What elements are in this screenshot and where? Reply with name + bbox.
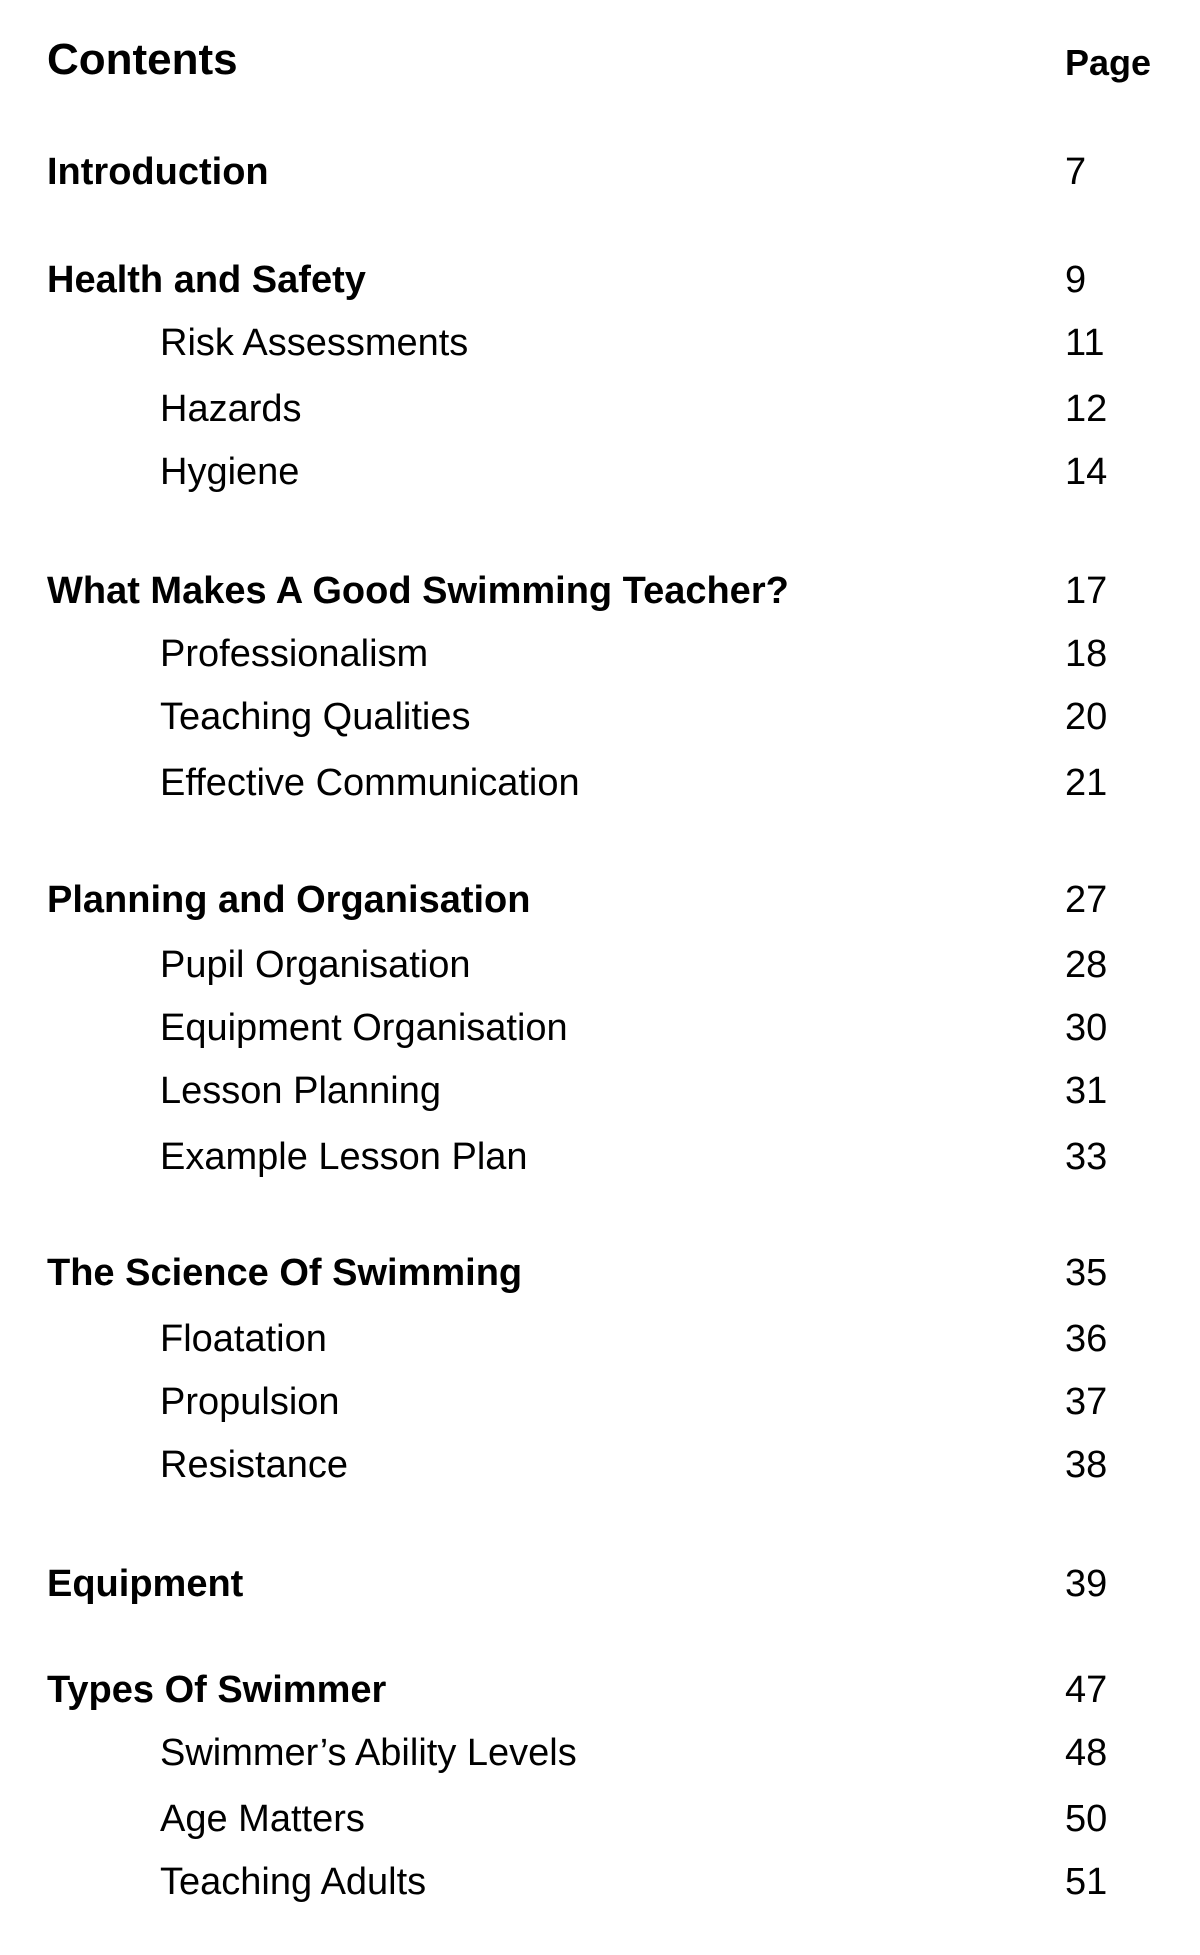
toc-entry-page: 30 [1065, 1007, 1108, 1049]
toc-entry-label: Example Lesson Plan [160, 1136, 528, 1178]
toc-subentry-floatation [47, 1309, 1157, 1369]
toc-entry-label: Equipment Organisation [160, 1007, 568, 1049]
toc-entry-good-swimming-teacher [47, 561, 1157, 621]
table-of-contents [47, 0, 1157, 1955]
toc-entry-page: 14 [1065, 451, 1108, 493]
toc-entry-page: 50 [1065, 1798, 1108, 1840]
toc-entry-label: Propulsion [160, 1381, 340, 1423]
toc-entry-label: The Science Of Swimming [47, 1252, 523, 1294]
toc-subentry-teaching-qualities [47, 687, 1157, 747]
toc-entry-page: 11 [1065, 322, 1105, 364]
toc-entry-page: 17 [1065, 570, 1108, 612]
toc-entry-page: 21 [1065, 762, 1108, 804]
toc-entry-types-of-swimmer [47, 1660, 1157, 1720]
toc-subentry-hygiene [47, 442, 1157, 502]
toc-entry-label: Hazards [160, 388, 302, 430]
toc-entry-label: Types Of Swimmer [47, 1669, 387, 1711]
toc-entry-page: 12 [1065, 388, 1108, 430]
toc-entry-label: Planning and Organisation [47, 879, 531, 921]
toc-entry-label: Effective Communication [160, 762, 580, 804]
toc-subentry-resistance [47, 1435, 1157, 1495]
toc-entry-label: Pupil Organisation [160, 944, 471, 986]
toc-entry-label: Hygiene [160, 451, 300, 493]
toc-entry-page: 31 [1065, 1070, 1108, 1112]
toc-subentry-propulsion [47, 1372, 1157, 1432]
toc-entry-page: 33 [1065, 1136, 1108, 1178]
toc-entry-page: 9 [1065, 259, 1087, 301]
toc-entry-science-of-swimming [47, 1243, 1157, 1303]
page-column-heading: Page [1065, 42, 1152, 83]
toc-entry-page: 51 [1065, 1861, 1108, 1903]
toc-entry-label: What Makes A Good Swimming Teacher? [47, 570, 789, 612]
toc-entry-label: Teaching Qualities [160, 696, 471, 738]
toc-entry-label: Age Matters [160, 1798, 365, 1840]
toc-subentry-ability-levels [47, 1723, 1157, 1783]
toc-entry-label: Equipment [47, 1563, 244, 1605]
toc-subentry-hazards [47, 379, 1157, 439]
toc-entry-page: 36 [1065, 1318, 1108, 1360]
toc-subentry-lesson-planning [47, 1061, 1157, 1121]
toc-entry-introduction [47, 142, 1157, 202]
toc-entry-label: Floatation [160, 1318, 327, 1360]
toc-entry-planning-and-organisation [47, 870, 1157, 930]
toc-entry-label: Professionalism [160, 633, 429, 675]
toc-entry-label: Health and Safety [47, 259, 366, 301]
toc-subentry-example-lesson-plan [47, 1127, 1157, 1187]
toc-entry-label: Introduction [47, 151, 269, 193]
toc-entry-label: Lesson Planning [160, 1070, 441, 1112]
toc-entry-page: 35 [1065, 1252, 1108, 1294]
toc-entry-page: 48 [1065, 1732, 1108, 1774]
toc-entry-page: 20 [1065, 696, 1108, 738]
toc-entry-label: Resistance [160, 1444, 348, 1486]
toc-subentry-effective-communication [47, 753, 1157, 813]
toc-subentry-age-matters [47, 1789, 1157, 1849]
toc-subentry-equipment-organisation [47, 998, 1157, 1058]
toc-entry-page: 27 [1065, 879, 1108, 921]
toc-entry-page: 47 [1065, 1669, 1108, 1711]
toc-entry-label: Teaching Adults [160, 1861, 427, 1903]
toc-entry-label: Risk Assessments [160, 322, 469, 364]
toc-entry-page: 39 [1065, 1563, 1108, 1605]
toc-subentry-teaching-adults [47, 1852, 1157, 1912]
toc-subentry-risk-assessments [47, 313, 1157, 373]
toc-entry-label: Swimmer’s Ability Levels [160, 1732, 577, 1774]
toc-entry-page: 37 [1065, 1381, 1108, 1423]
page-title: Contents [47, 35, 238, 84]
toc-entry-page: 18 [1065, 633, 1108, 675]
toc-subentry-professionalism [47, 624, 1157, 684]
toc-entry-page: 7 [1065, 151, 1087, 193]
toc-entry-page: 28 [1065, 944, 1108, 986]
toc-entry-health-and-safety [47, 250, 1157, 310]
toc-entry-page: 38 [1065, 1444, 1108, 1486]
toc-subentry-pupil-organisation [47, 935, 1157, 995]
toc-entry-equipment [47, 1554, 1157, 1614]
